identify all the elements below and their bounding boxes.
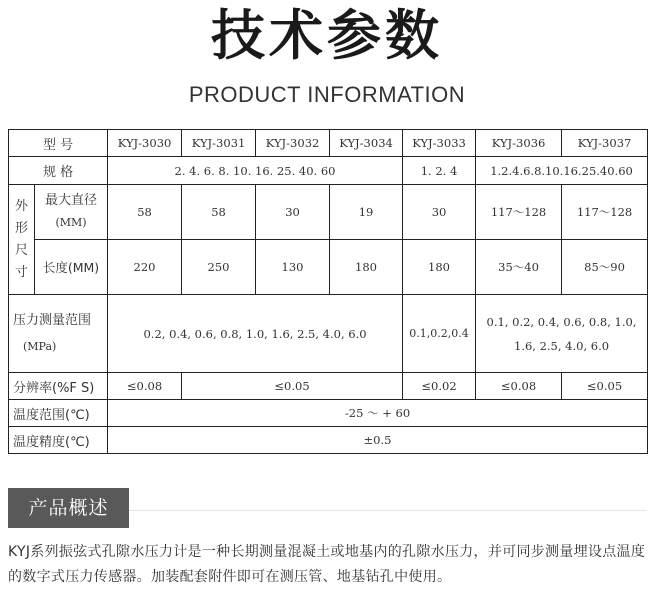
model-cell: KYJ-3037 bbox=[562, 130, 648, 157]
shape-size-label bbox=[9, 185, 35, 295]
temp-range-cell: -25 ～ + 60 bbox=[108, 400, 648, 427]
max-diameter-cell: 58 bbox=[108, 185, 182, 240]
pressure-label bbox=[9, 295, 108, 373]
shape-size-char: 形 bbox=[14, 220, 28, 236]
spec-cell: 1. 2. 4 bbox=[403, 157, 476, 185]
resolution-cell: ≤0.05 bbox=[182, 373, 403, 400]
length-cell: 180 bbox=[330, 240, 403, 295]
overview-divider bbox=[129, 510, 647, 511]
pressure-cell: 0.1, 0.2, 0.4, 0.6, 0.8, 1.0, 1.6, 2.5, 4.0, 6.0 bbox=[476, 295, 648, 373]
table-row-resolution bbox=[9, 373, 648, 400]
page-title: 技术参数 bbox=[211, 4, 443, 67]
resolution-cell: ≤0.02 bbox=[403, 373, 476, 400]
max-diameter-unit: (MM) bbox=[55, 216, 87, 229]
length-cell: 220 bbox=[108, 240, 182, 295]
resolution-cell: ≤0.08 bbox=[108, 373, 182, 400]
page-subtitle: PRODUCT INFORMATION bbox=[188, 82, 466, 107]
table-row-model bbox=[9, 130, 648, 157]
pressure-name: 压力测量范围 bbox=[13, 312, 92, 328]
shape-size-char: 外 bbox=[14, 198, 28, 214]
max-diameter-name: 最大直径 bbox=[45, 193, 98, 208]
table-row-temp-accuracy bbox=[9, 427, 648, 454]
table-row-length bbox=[9, 240, 648, 295]
max-diameter-label bbox=[35, 185, 108, 240]
model-cell: KYJ-3032 bbox=[256, 130, 330, 157]
model-cell: KYJ-3034 bbox=[330, 130, 403, 157]
length-cell: 35～40 bbox=[476, 240, 562, 295]
table-row-pressure bbox=[9, 295, 648, 373]
model-cell: KYJ-3036 bbox=[476, 130, 562, 157]
model-cell: KYJ-3030 bbox=[108, 130, 182, 157]
spec-cell: 2. 4. 6. 8. 10. 16. 25. 40. 60 bbox=[108, 157, 403, 185]
temp-accuracy-cell: ±0.5 bbox=[108, 427, 648, 454]
length-cell: 180 bbox=[403, 240, 476, 295]
resolution-cell: ≤0.05 bbox=[562, 373, 648, 400]
length-cell: 130 bbox=[256, 240, 330, 295]
max-diameter-cell: 30 bbox=[403, 185, 476, 240]
length-cell: 250 bbox=[182, 240, 256, 295]
max-diameter-cell: 19 bbox=[330, 185, 403, 240]
max-diameter-cell: 58 bbox=[182, 185, 256, 240]
temp-accuracy-label: 温度精度(℃) bbox=[9, 427, 108, 454]
length-label: 长度(MM) bbox=[35, 240, 108, 295]
resolution-label: 分辨率(%F S) bbox=[9, 373, 108, 400]
model-label: 型 号 bbox=[9, 130, 108, 157]
max-diameter-cell: 117～128 bbox=[476, 185, 562, 240]
pressure-cell: 0.2, 0.4, 0.6, 0.8, 1.0, 1.6, 2.5, 4.0, 6.0 bbox=[108, 295, 403, 373]
table-row-max-diameter bbox=[9, 185, 648, 240]
model-cell: KYJ-3031 bbox=[182, 130, 256, 157]
shape-size-char: 寸 bbox=[14, 264, 28, 280]
spec-label: 规 格 bbox=[9, 157, 108, 185]
shape-size-char: 尺 bbox=[14, 242, 28, 258]
max-diameter-cell: 30 bbox=[256, 185, 330, 240]
table-row-temp-range bbox=[9, 400, 648, 427]
max-diameter-cell: 117～128 bbox=[562, 185, 648, 240]
temp-range-label: 温度范围(℃) bbox=[9, 400, 108, 427]
table-row-spec bbox=[9, 157, 648, 185]
spec-table bbox=[8, 129, 648, 454]
spec-cell: 1.2.4.6.8.10.16.25.40.60 bbox=[476, 157, 648, 185]
model-cell: KYJ-3033 bbox=[403, 130, 476, 157]
overview-text: KYJ系列振弦式孔隙水压力计是一种长期测量混凝土或地基内的孔隙水压力，并可同步测量埋设点温度的数字式压力传感器。加装配套附件即可在测压管、地基钻孔中使用。 bbox=[8, 544, 646, 585]
pressure-unit: (MPa) bbox=[23, 339, 57, 353]
length-cell: 85～90 bbox=[562, 240, 648, 295]
overview-heading: 产品概述 bbox=[8, 488, 129, 528]
resolution-cell: ≤0.08 bbox=[476, 373, 562, 400]
pressure-cell: 0.1,0.2,0.4 bbox=[403, 295, 476, 373]
